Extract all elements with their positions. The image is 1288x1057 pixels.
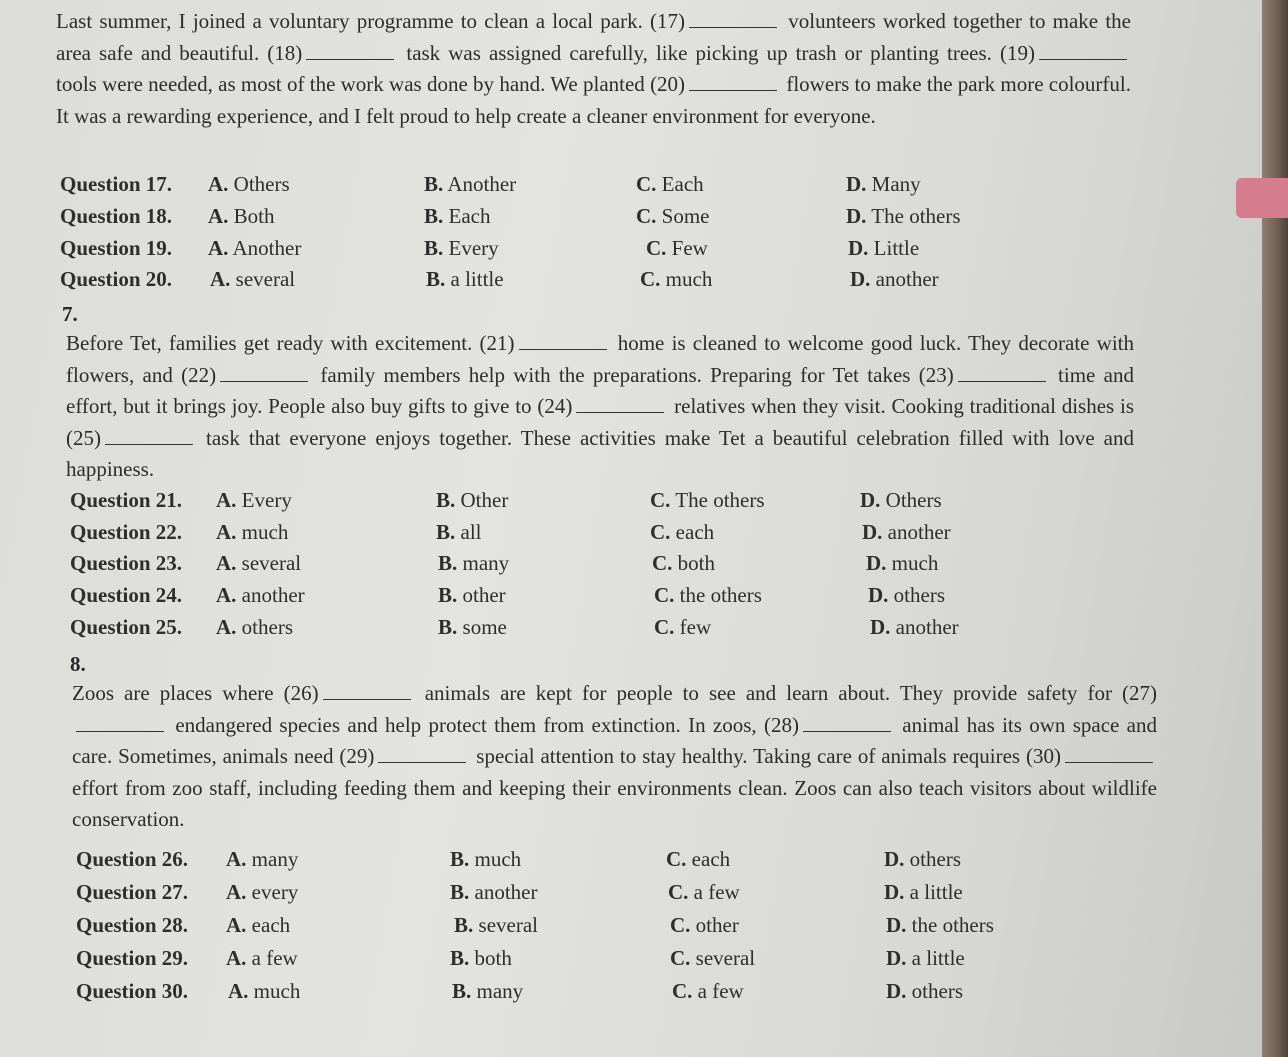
passage-text: time and effort, but it brings joy. People also buy gifts to give to — [66, 362, 1134, 418]
option-b: B. another — [450, 880, 538, 904]
answer-blank — [76, 715, 164, 732]
question-row — [0, 551, 1200, 581]
option-b: B. many — [452, 979, 524, 1003]
option-c: C. a few — [672, 979, 744, 1003]
option-b: B. a little — [426, 267, 504, 291]
answer-blank — [323, 683, 411, 700]
question-row — [0, 880, 1200, 910]
option-a: A. every — [226, 880, 299, 904]
question-label: Question 28. — [76, 913, 189, 937]
blank-number: (19) — [1000, 40, 1035, 65]
answer-blank — [689, 74, 777, 91]
question-label: Question 30. — [76, 979, 189, 1003]
question-label: Question 20. — [60, 267, 173, 291]
option-d: D. the others — [886, 913, 994, 937]
option-c: C. Some — [636, 204, 710, 228]
option-a: A. Both — [208, 204, 275, 228]
blank-number: (26) — [283, 681, 319, 705]
passage-text: special attention to stay healthy. Taking care of animals requires — [470, 744, 1027, 768]
answer-blank — [519, 333, 607, 350]
option-b: B. Other — [436, 488, 509, 512]
blank-number: (27) — [1122, 681, 1158, 705]
question-row — [0, 267, 1200, 297]
option-b: B. many — [438, 551, 510, 575]
passage-text: animal has its own space and care. Sometimes, animals need — [72, 712, 1157, 768]
blank-number: (24) — [537, 394, 573, 418]
option-b: B. much — [450, 847, 522, 871]
passage-3 — [72, 678, 1157, 836]
passage-text: flowers to make the park more colourful. It was a rewarding experience, and I felt proud to help create a cleaner environment for everyone. — [56, 72, 1132, 128]
answer-blank — [378, 746, 466, 763]
option-d: D. others — [886, 979, 963, 1003]
question-row — [0, 913, 1200, 943]
question-row — [0, 847, 1200, 877]
blank-number: (25) — [66, 425, 101, 450]
blank-number: (21) — [479, 331, 515, 355]
blank-number: (28) — [763, 712, 799, 737]
answer-blank — [105, 428, 193, 445]
question-row — [0, 172, 1200, 202]
option-d: D. others — [884, 847, 961, 871]
option-c: C. each — [650, 520, 715, 544]
section-number: 7. — [62, 302, 78, 326]
question-label: Question 26. — [76, 847, 189, 871]
passage-text: endangered species and help protect them from extinction. In zoos, — [168, 712, 764, 737]
passage-text: effort from zoo staff, including feeding them and keeping their environments clean. Zoos can also teach visitors about wildlife conservation. — [72, 775, 1157, 831]
question-label: Question 25. — [70, 615, 183, 639]
option-a: A. many — [226, 847, 299, 871]
option-c: C. few — [654, 615, 712, 639]
option-a: A. several — [216, 551, 302, 575]
option-c: C. both — [652, 551, 716, 575]
option-c: C. several — [670, 946, 756, 970]
section-number: 8. — [70, 652, 86, 676]
option-a: A. much — [216, 520, 289, 544]
passage-text: Zoos are places where — [72, 681, 284, 705]
passage-2 — [66, 328, 1134, 486]
answer-blank — [958, 365, 1046, 382]
answer-blank — [220, 365, 308, 382]
passage-text: volunteers worked together to make the area safe and beautiful. — [56, 9, 1131, 65]
option-b: B. other — [438, 583, 506, 607]
option-c: C. the others — [654, 583, 762, 607]
option-b: B. Another — [424, 172, 517, 196]
blank-number: (18) — [267, 40, 303, 65]
option-d: D. a little — [884, 880, 963, 904]
option-a: A. Every — [216, 488, 292, 512]
passage-text: task that everyone enjoys together. These activities make Tet a beautiful celebration filled with love and happiness. — [66, 425, 1134, 481]
option-a: A. Another — [208, 236, 302, 260]
question-label: Question 17. — [60, 172, 173, 196]
option-b: B. Every — [424, 236, 499, 260]
option-d: D. Little — [848, 236, 920, 260]
passage-text: tools were needed, as most of the work was done by hand. We planted — [56, 72, 651, 96]
blank-number: (29) — [339, 744, 375, 768]
option-d: D. The others — [846, 204, 961, 228]
answer-blank — [1039, 43, 1127, 60]
option-d: D. a little — [886, 946, 965, 970]
passage-text: task was assigned carefully, like picking up trash or planting trees. — [398, 40, 1000, 65]
option-b: B. all — [436, 520, 482, 544]
option-d: D. Others — [860, 488, 942, 512]
option-d: D. another — [870, 615, 959, 639]
question-row — [0, 979, 1200, 1009]
question-row — [0, 204, 1200, 234]
answer-blank — [306, 43, 394, 60]
question-label: Question 24. — [70, 583, 183, 607]
question-label: Question 23. — [70, 551, 183, 575]
paper-edge-background — [1262, 0, 1288, 1057]
answer-blank — [1065, 746, 1153, 763]
option-b: B. several — [454, 913, 538, 937]
question-row — [0, 236, 1200, 266]
option-c: C. The others — [650, 488, 765, 512]
option-a: A. another — [216, 583, 305, 607]
option-d: D. Many — [846, 172, 921, 196]
question-label: Question 29. — [76, 946, 189, 970]
passage-1 — [56, 6, 1131, 132]
option-d: D. others — [868, 583, 945, 607]
option-d: D. much — [866, 551, 939, 575]
question-row — [0, 615, 1200, 645]
passage-text: home is cleaned to welcome good luck. They decorate with flowers, and — [66, 331, 1135, 387]
passage-text: Before Tet, families get ready with excitement. — [66, 331, 480, 355]
blank-number: (23) — [918, 362, 954, 387]
question-row — [0, 583, 1200, 613]
option-b: B. some — [438, 615, 507, 639]
blank-number: (22) — [181, 362, 217, 387]
question-label: Question 21. — [70, 488, 183, 512]
option-c: C. much — [640, 267, 713, 291]
blank-number: (17) — [650, 9, 686, 33]
question-label: Question 22. — [70, 520, 183, 544]
option-a: A. others — [216, 615, 293, 639]
option-c: C. other — [670, 913, 739, 937]
option-a: A. several — [210, 267, 296, 291]
option-a: A. Others — [208, 172, 290, 196]
question-row — [0, 488, 1200, 518]
question-label: Question 19. — [60, 236, 173, 260]
question-row — [0, 520, 1200, 550]
answer-blank — [576, 396, 664, 413]
question-row — [0, 946, 1200, 976]
blank-number: (20) — [650, 72, 686, 96]
option-a: A. each — [226, 913, 291, 937]
option-b: B. Each — [424, 204, 491, 228]
option-b: B. both — [450, 946, 512, 970]
passage-text: Last summer, I joined a voluntary programme to clean a local park. — [56, 9, 651, 33]
option-c: C. a few — [668, 880, 740, 904]
option-d: D. another — [850, 267, 939, 291]
option-c: C. Few — [646, 236, 708, 260]
passage-text: animals are kept for people to see and learn about. They provide safety for — [414, 681, 1123, 705]
option-a: A. a few — [226, 946, 298, 970]
passage-text: relatives when they visit. Cooking traditional dishes is — [668, 394, 1135, 418]
question-label: Question 18. — [60, 204, 173, 228]
option-a: A. much — [228, 979, 301, 1003]
pink-sticky-tab — [1236, 178, 1288, 218]
blank-number: (30) — [1026, 744, 1062, 768]
option-d: D. another — [862, 520, 951, 544]
answer-blank — [803, 715, 891, 732]
option-c: C. Each — [636, 172, 704, 196]
answer-blank — [689, 11, 777, 28]
option-c: C. each — [666, 847, 731, 871]
passage-text: family members help with the preparations. Preparing for Tet takes — [312, 362, 919, 387]
question-label: Question 27. — [76, 880, 189, 904]
